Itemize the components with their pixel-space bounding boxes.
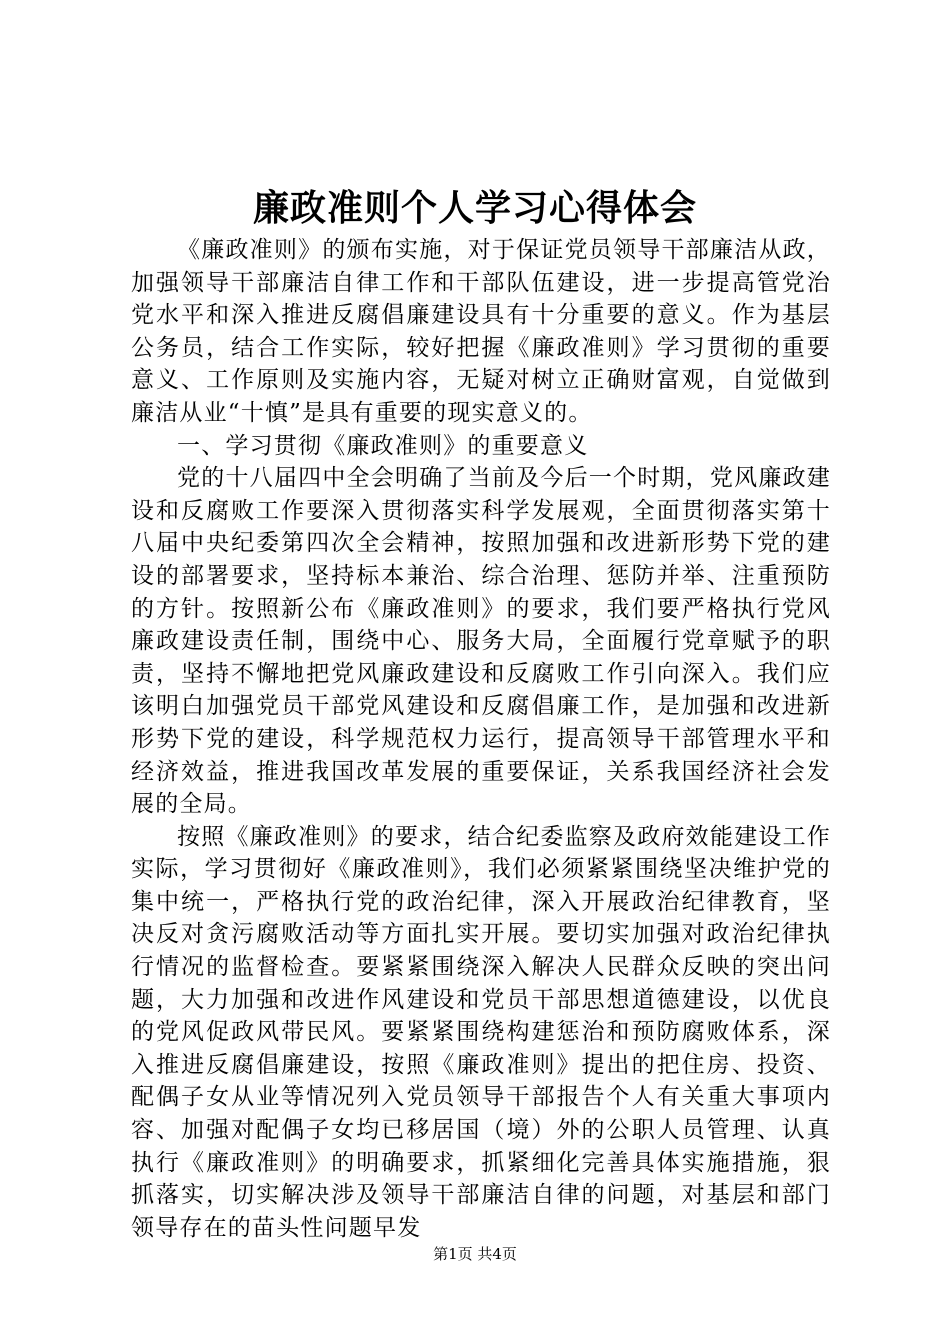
paragraph-section-1-continued: 按照《廉政准则》的要求，结合纪委监察及政府效能建设工作实际，学习贯彻好《廉政准则》，我们必须紧紧围绕坚决维护党的集中统一，严格执行党的政治纪律，深入开展政治纪律教育，坚决反对贪污腐败活动等方面扎实开展。要切实加强对政治纪律执行情况的监督检查。要紧紧围绕深入解决人民群众反映的突出问题，大力加强和改进作风建设和党员干部思想道德建设，以优良的党风促政风带民风。要紧紧围绕构建惩治和预防腐败体系，深入推进反腐倡廉建设，按照《廉政准则》提出的把住房、投资、配偶子女从业等情况列入党员领导干部报告个人有关重大事项内容、加强对配偶子女均已移居国（境）外的公职人员管理、认真执行《廉政准则》的明确要求，抓紧细化完善具体实施措施，狠抓落实，切实解决涉及领导干部廉洁自律的问题，对基层和部门领导存在的苗头性问题早发 — [131, 823, 831, 1241]
document-title: 廉政准则个人学习心得体会 — [252, 187, 697, 229]
section-heading-1: 一、学习贯彻《廉政准则》的重要意义 — [177, 432, 589, 459]
document-body — [131, 234, 831, 1244]
page-number-footer: 第1页 共4页 — [433, 1245, 517, 1263]
paragraph-intro: 《廉政准则》的颁布实施，对于保证党员领导干部廉洁从政，加强领导干部廉洁自律工作和干部队伍建设，进一步提高管党治党水平和深入推进反腐倡廉建设具有十分重要的意义。作为基层公务员，结合工作实际，较好把握《廉政准则》学习贯彻的重要意义、工作原则及实施内容，无疑对树立正确财富观，自觉做到廉洁从业“十慎”是具有重要的现实意义的。 — [131, 237, 831, 426]
paragraph-section-1: 党的十八届四中全会明确了当前及今后一个时期，党风廉政建设和反腐败工作要深入贯彻落实科学发展观，全面贯彻落实第十八届中央纪委第四次全会精神，按照加强和改进新形势下党的建设的部署要求，坚持标本兼治、综合治理、惩防并举、注重预防的方针。按照新公布《廉政准则》的要求，我们要严格执行党风廉政建设责任制，围绕中心、服务大局，全面履行党章赋予的职责，坚持不懈地把党风廉政建设和反腐败工作引向深入。我们应该明白加强党员干部党风建设和反腐倡廉工作，是加强和改进新形势下党的建设，科学规范权力运行，提高领导干部管理水平和经济效益，推进我国改革发展的重要保证，关系我国经济社会发展的全局。 — [131, 465, 831, 818]
